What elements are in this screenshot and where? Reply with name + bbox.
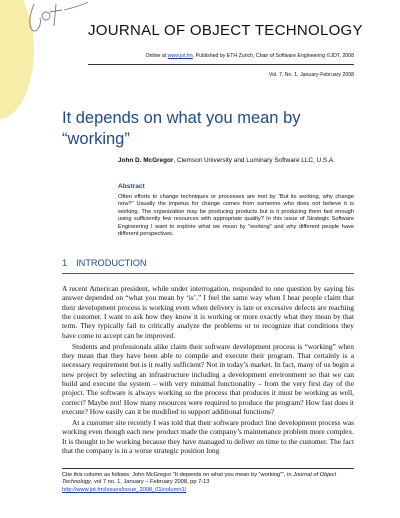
online-prefix: Online at	[145, 53, 167, 59]
section-title: INTRODUCTION	[76, 258, 147, 268]
citation-link[interactable]: http://www.jot.fm/issues/issue_2008_01/column1/	[62, 486, 187, 493]
author-line	[118, 157, 335, 164]
author-name: John D. McGregor	[118, 157, 174, 164]
jot-logo	[20, 0, 90, 45]
abstract-text: Often efforts to change techniques or processes are met by “But its working, why change now?” Usually the impetus for change comes from someone who does not believe it is working. The organization may be producing products but is it producing them fast enough using sufficiently few resources with appropriate quality? In this issue of Strategic Software Engineering I want to explore what we mean by “working” and why different people have different perspectives.	[118, 194, 354, 238]
section-number: 1	[62, 258, 68, 268]
paragraph: At a customer site recently I was told that their software product line development process was working even though each new product made the company’s maintenance problem more complex. It is thought to be working because they have managed to deliver on time to the customer. The fact that the company is in a worse strategic position long	[62, 417, 354, 455]
paper-title: It depends on what you mean by “working”	[62, 109, 301, 148]
author-affiliation: , Clemson University and Luminary Software LLC, U.S.A.	[173, 157, 336, 164]
cite-details: , vol 7 no. 1, January – February 2008, pp 7-13	[90, 479, 210, 486]
cite-journal: Journal of Object Technology	[62, 472, 337, 486]
cite-prefix: Cite this column as follows: John McGregor “It depends on what you mean by “working””, in	[62, 472, 292, 478]
publication-info	[145, 53, 354, 59]
journal-link[interactable]: www.jot.fm	[167, 53, 193, 59]
jot-logo-icon	[20, 0, 90, 40]
section-divider	[62, 273, 354, 274]
body-text	[62, 284, 354, 457]
paragraph: Students and professionals alike claim their software development process is “working” when they mean that they have been able to compile and execute their program. That certainly is a necessary requirement but is it really sufficient? Not in today’s market. In fact, many of us begin a new project by selecting an infrastructure including a development environment so that we can build and execute the system – with very minimal functionality – from the very first day of the project. The software is always working so the process that produces it must be working as well, correct? Maybe not! How many resources were required to produce the program? How fast does it execute? How easily can it be modified to support additional functions?	[62, 341, 354, 416]
header-divider	[88, 64, 354, 65]
journal-title: JOURNAL OF OBJECT TECHNOLOGY	[88, 22, 363, 39]
abstract-heading: Abstract	[118, 183, 145, 190]
paragraph: A recent American president, while under interrogation, responded to one question by saying his answer depended on “what you mean by ‘is’.” I feel the same way when I hear people claim that their development process is working even when delivery is late or excessive defects are reaching the customer. I want to ask how they know it is working or more exactly what they mean by that term. They typically fail to critically analyze the problems or to recognize that conditions they have come to accept can be improved.	[62, 284, 354, 340]
footer-divider	[62, 468, 354, 469]
publisher-text: . Published by ETH Zurich, Chair of Software Engineering ©JOT, 2008	[192, 53, 354, 59]
section-heading	[62, 258, 147, 268]
citation-note	[62, 472, 354, 494]
volume-info: Vol. 7, No. 1, January-February 2008	[268, 72, 354, 78]
